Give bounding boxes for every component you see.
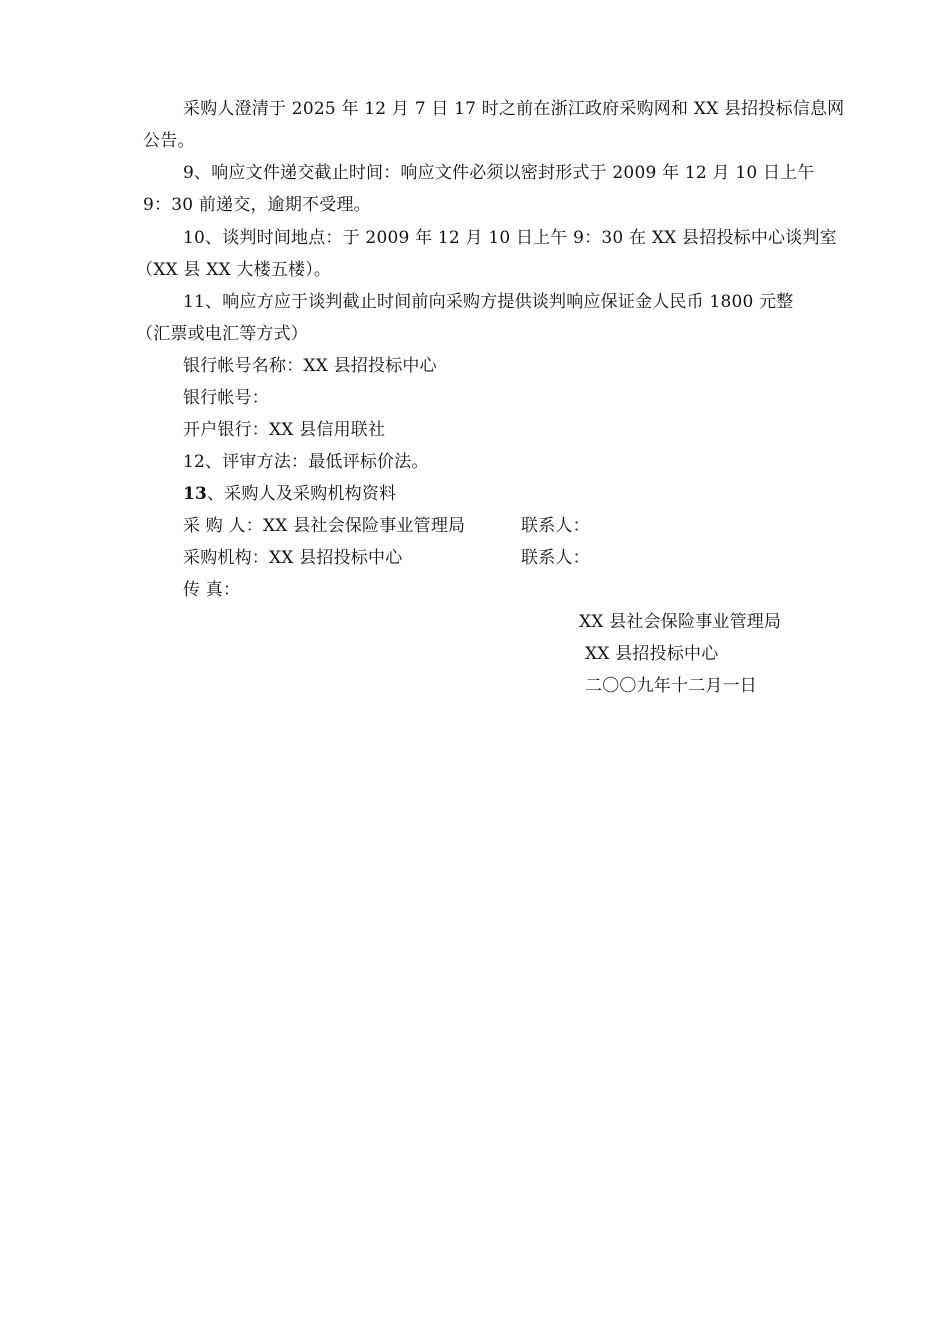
agency-line: 采购机构：XX 县招投标中心 xyxy=(183,548,403,568)
item11-line-2: （汇票或电汇等方式） xyxy=(136,324,308,344)
fax-line: 传 真： xyxy=(183,580,241,600)
bank-name: 开户银行：XX 县信用联社 xyxy=(183,420,386,440)
item13-heading xyxy=(183,483,396,505)
signature-date: 二〇〇九年十二月一日 xyxy=(585,676,757,696)
clarification-line-2: 公告。 xyxy=(143,131,195,151)
item9-line-1: 9、响应文件递交截止时间：响应文件必须以密封形式于 2009 年 12 月 10 日上午 xyxy=(183,163,815,183)
bank-account-name: 银行帐号名称：XX 县招投标中心 xyxy=(183,356,437,376)
item11-line-1: 11、响应方应于谈判截止时间前向采购方提供谈判响应保证金人民币 1800 元整 xyxy=(183,292,794,312)
signature-org-1: XX 县社会保险事业管理局 xyxy=(579,612,782,632)
item10-line-2: （XX 县 XX 大楼五楼）。 xyxy=(136,260,332,280)
clarification-line-1: 采购人澄清于 2025 年 12 月 7 日 17 时之前在浙江政府采购网和 XX 县招投标信息网 xyxy=(183,99,845,119)
bank-account-number: 银行帐号： xyxy=(183,388,269,408)
signature-org-2: XX 县招投标中心 xyxy=(585,644,719,664)
purchaser-line: 采 购 人：XX 县社会保险事业管理局 xyxy=(183,516,466,536)
item13-text: 、采购人及采购机构资料 xyxy=(207,484,397,504)
purchaser-contact: 联系人： xyxy=(521,516,590,536)
item10-line-1: 10、谈判时间地点：于 2009 年 12 月 10 日上午 9：30 在 XX 县招投标中心谈判室 xyxy=(183,228,837,248)
agency-contact: 联系人： xyxy=(521,548,590,568)
item13-number: 13 xyxy=(183,484,208,504)
item9-line-2: 9：30 前递交，逾期不受理。 xyxy=(143,195,371,215)
item12-evaluation-method: 12、评审方法：最低评标价法。 xyxy=(183,452,429,472)
